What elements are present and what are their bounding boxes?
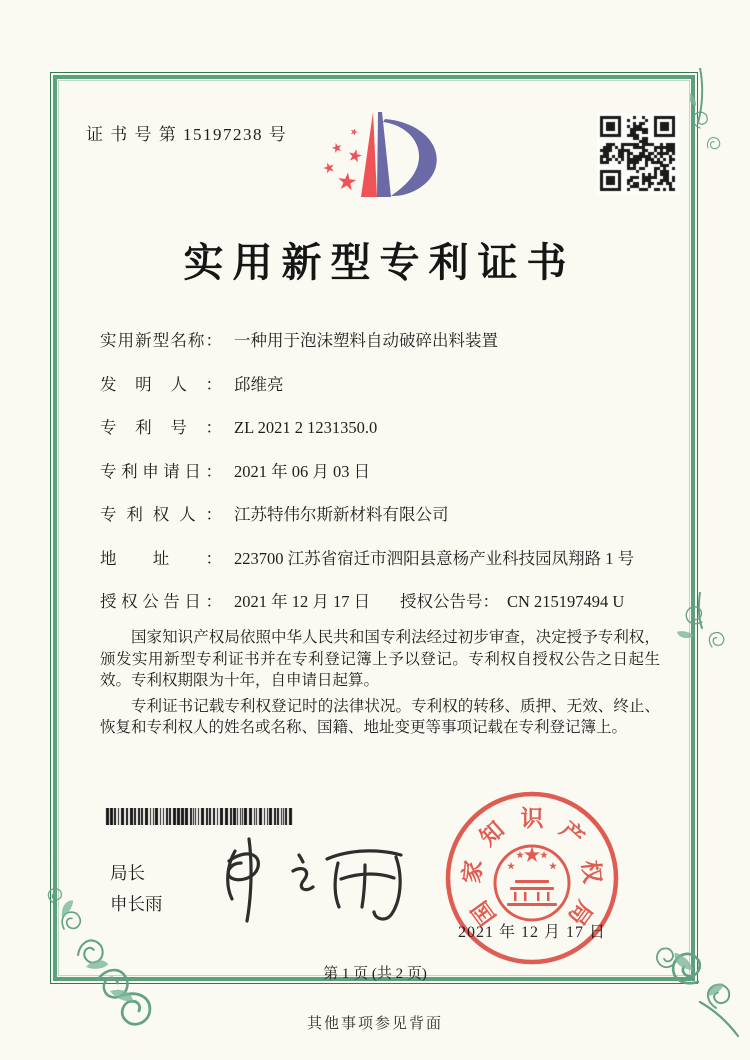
field-row-patentee xyxy=(100,501,662,526)
seal-date: 2021 年 12 月 17 日 xyxy=(457,924,606,941)
field-value: 2021 年 12 月 17 日 xyxy=(234,592,371,611)
field-label: 专利申请日： xyxy=(100,461,222,481)
certificate-number: 证 书 号 第 15197238 号 xyxy=(86,125,288,144)
field-row-filing-date xyxy=(100,458,662,483)
field-row-utility-model-name xyxy=(100,327,662,352)
field-row-inventor xyxy=(100,371,662,396)
field-value: ZL 2021 2 1231350.0 xyxy=(234,418,378,437)
svg-text:知: 知 xyxy=(475,816,510,851)
svg-text:局: 局 xyxy=(563,896,598,930)
back-side-note: 其他事项参见背面 xyxy=(306,1016,443,1032)
svg-text:国: 国 xyxy=(466,896,501,930)
edge-ornament-top-right-icon xyxy=(690,68,750,163)
certificate-title: 实用新型专利证书 xyxy=(183,240,576,285)
legal-paragraph-1: 国家知识产权局依照中华人民共和国专利法经过初步审查，决定授予专利权，颁发实用新型专利证书并在专利登记簿上予以登记。专利权自授权公告之日起生效。专利权期限为十年，自申请日起算。 xyxy=(100,629,660,689)
field-label: 授权公告号： xyxy=(400,592,499,611)
certificate-fields xyxy=(100,327,662,632)
field-row-address xyxy=(100,545,662,570)
field-value: 223700 江苏省宿迁市泗阳县意杨产业科技园凤翔路 1 号 xyxy=(234,548,635,568)
field-value: 江苏特伟尔斯新材料有限公司 xyxy=(234,505,449,524)
field-label: 专利权人： xyxy=(100,505,222,524)
barcode-icon xyxy=(105,808,295,825)
legal-text xyxy=(100,627,660,743)
svg-text:识: 识 xyxy=(520,806,544,831)
grant-number-pair xyxy=(400,588,624,612)
svg-text:产: 产 xyxy=(554,816,589,851)
qr-code-icon xyxy=(597,113,679,195)
page-number: 第 1 页 (共 2 页) xyxy=(323,966,427,982)
field-label: 专利号： xyxy=(100,418,222,437)
cnipa-logo-icon xyxy=(292,92,472,222)
field-value: 2021 年 06 月 03 日 xyxy=(234,461,371,481)
national-emblem-icon xyxy=(495,846,569,920)
field-label: 实用新型名称： xyxy=(100,331,222,350)
commissioner-name: 申长雨 xyxy=(110,894,163,914)
seal-text-ring xyxy=(458,806,606,930)
field-label: 地址： xyxy=(100,548,222,568)
field-value: CN 215197494 U xyxy=(507,592,625,611)
field-value: 一种用于泡沫塑料自动破碎出料装置 xyxy=(234,331,498,350)
cnipa-seal-icon xyxy=(442,788,622,968)
field-row-grant-date-and-number xyxy=(100,588,662,613)
field-value: 邱维亮 xyxy=(234,374,284,394)
handwritten-signature-icon xyxy=(205,833,420,928)
field-row-patent-number xyxy=(100,414,662,439)
svg-text:权: 权 xyxy=(577,859,605,885)
legal-paragraph-2: 专利证书记载专利权登记时的法律状况。专利权的转移、质押、无效、终止、恢复和专利权人的姓名或名称、国籍、地址变更等事项记载在专利登记簿上。 xyxy=(100,697,660,736)
commissioner-title: 局长 xyxy=(110,863,145,883)
commissioner-block xyxy=(110,858,163,920)
field-label: 授权公告日： xyxy=(100,592,222,611)
field-label: 发明人： xyxy=(100,374,222,394)
svg-text:家: 家 xyxy=(459,859,487,885)
